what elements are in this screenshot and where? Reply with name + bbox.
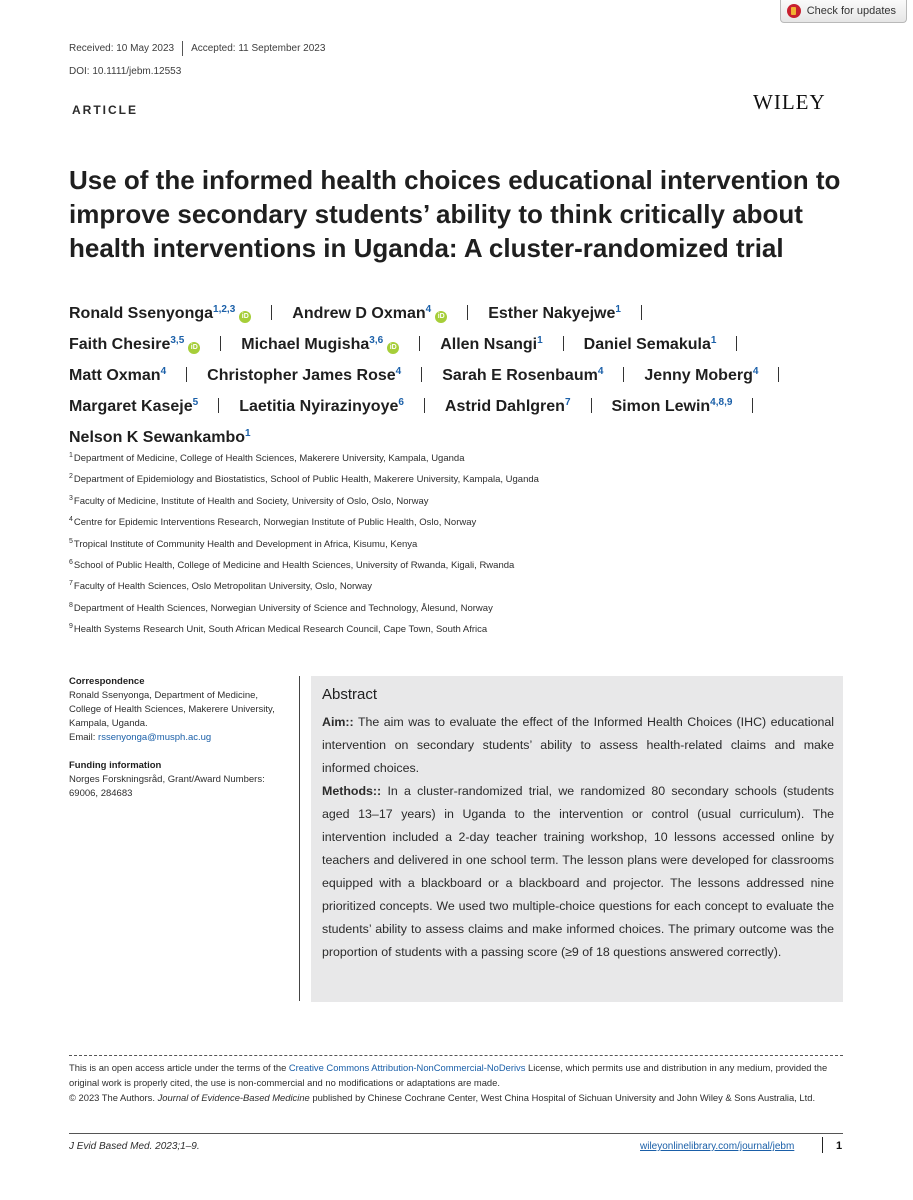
- author-separator: [563, 336, 564, 351]
- author-name-text: Esther Nakyejwe: [488, 305, 616, 322]
- affiliation-text: Health Systems Research Unit, South African Medical Research Council, Cape Town, South Africa: [73, 624, 488, 636]
- journal-url-link[interactable]: wileyonlinelibrary.com/journal/jebm: [640, 1141, 795, 1152]
- author-separator: [778, 367, 779, 382]
- author-name-text: Jenny Moberg: [644, 367, 753, 384]
- author-name[interactable]: [644, 358, 758, 389]
- affiliation-number: 7: [69, 580, 73, 588]
- abstract-methods: [322, 780, 834, 964]
- correspondence-heading: Correspondence: [69, 676, 145, 687]
- author-name-text: Laetitia Nyirazinyoye: [239, 398, 399, 415]
- author-name-text: Sarah E Rosenbaum: [442, 367, 598, 384]
- aim-text: The aim was to evaluate the effect of the Informed Health Choices (IHC) educational intervention on secondary students’ ability to assess health-related claims and make informed choices.: [322, 715, 834, 775]
- author-name-text: Simon Lewin: [611, 398, 711, 415]
- correspondence-email-line: [69, 731, 291, 745]
- affiliation-item: [69, 538, 859, 559]
- copyright-pre: © 2023 The Authors.: [69, 1092, 155, 1103]
- article-type: ARTICLE: [72, 103, 138, 117]
- affiliation-item: [69, 452, 859, 473]
- affiliation-item: [69, 580, 859, 601]
- affiliation-text: School of Public Health, College of Medicine and Health Sciences, University of Rwanda, Kigali, Rwanda: [73, 559, 515, 571]
- author-name[interactable]: [69, 389, 198, 420]
- author-name-text: Margaret Kaseje: [69, 398, 193, 415]
- correspondence-text: Ronald Ssenyonga, Department of Medicine, College of Health Sciences, Makerere University, Kampala, Uganda.: [69, 690, 275, 729]
- affiliation-number: 8: [69, 601, 73, 609]
- orcid-icon[interactable]: iD: [188, 342, 200, 354]
- methods-text: In a cluster-randomized trial, we randomized 80 secondary schools (students aged 13–17 years) in Uganda to the intervention or control (usual curriculum). The intervention included a 2-day teacher training workshop, 10 lessons accessed online by teachers and delivered in one school term. The lesson plans were developed for classrooms equipped with a blackboard or a blackboard and projector. The lessons addressed nine prioritized concepts. We used two multiple-choice questions for each concept to evaluate the students’ ability to assess claims and make informed choices. The primary outcome was the proportion of students with a passing score (≥9 of 18 questions answered correctly).: [322, 784, 834, 959]
- affiliation-item: [69, 623, 859, 644]
- affiliation-superscript[interactable]: 1: [245, 428, 251, 439]
- affiliation-superscript[interactable]: 4: [395, 366, 402, 377]
- footnote-rule: [69, 1055, 843, 1056]
- doi[interactable]: DOI: 10.1111/jebm.12553: [69, 66, 182, 77]
- dates-line: [69, 41, 325, 56]
- affiliation-superscript[interactable]: 5: [192, 397, 199, 408]
- check-for-updates-label: Check for updates: [806, 5, 896, 17]
- affiliation-text: Department of Health Sciences, Norwegian University of Science and Technology, Ålesund, Norway: [73, 602, 493, 614]
- author-name-text: Astrid Dahlgren: [444, 398, 565, 415]
- check-for-updates-button[interactable]: [780, 0, 907, 23]
- affiliation-superscript[interactable]: 1,2,3: [213, 304, 236, 315]
- license-footnote: [69, 1060, 843, 1105]
- page-number: 1: [836, 1140, 843, 1152]
- journal-name: Journal of Evidence-Based Medicine: [157, 1092, 310, 1103]
- accepted-date: Accepted: 11 September 2023: [191, 43, 326, 55]
- oa-text-post: License, which permits use and distribution in any medium, provided the original work is properly cited, the use is non-commercial and no modifications or adaptations are made.: [69, 1062, 828, 1088]
- author-name[interactable]: [69, 327, 200, 358]
- author-name[interactable]: [442, 358, 603, 389]
- affiliation-number: 1: [69, 452, 73, 459]
- abstract-aim: [322, 711, 834, 780]
- author-name[interactable]: [69, 296, 251, 327]
- author-name-text: Nelson K Sewankambo: [69, 429, 246, 446]
- email-label: Email:: [69, 732, 96, 743]
- author-name-text: Matt Oxman: [69, 367, 161, 384]
- affiliation-superscript[interactable]: 3,5: [170, 335, 185, 346]
- affiliation-item: [69, 516, 859, 537]
- abstract-body: [322, 711, 834, 964]
- affiliation-item: [69, 602, 859, 623]
- methods-label: Methods::: [322, 784, 382, 798]
- author-name[interactable]: [69, 420, 251, 451]
- author-name-text: Ronald Ssenyonga: [69, 305, 214, 322]
- publisher-logo: WILEY: [753, 90, 826, 114]
- author-name[interactable]: [445, 389, 571, 420]
- column-divider: [299, 676, 300, 1001]
- author-separator: [591, 398, 592, 413]
- author-name-text: Christopher James Rose: [207, 367, 396, 384]
- received-date: Received: 10 May 2023: [69, 43, 175, 55]
- author-separator: [467, 305, 468, 320]
- journal-reference: [69, 1141, 200, 1152]
- affiliation-text: Faculty of Health Sciences, Oslo Metropolitan University, Oslo, Norway: [73, 581, 373, 593]
- author-name[interactable]: [69, 358, 166, 389]
- abstract-box: [311, 676, 843, 1002]
- page-divider: [822, 1137, 823, 1153]
- author-name[interactable]: [239, 389, 404, 420]
- affiliation-number: 4: [69, 516, 73, 524]
- author-separator: [736, 336, 737, 351]
- divider: [182, 41, 183, 56]
- affiliation-superscript[interactable]: 4: [752, 366, 759, 377]
- oa-text-pre: This is an open access article under the terms of the: [69, 1062, 287, 1073]
- funding-heading: Funding information: [69, 760, 162, 771]
- orcid-icon[interactable]: iD: [435, 311, 447, 323]
- affiliation-superscript[interactable]: 6: [398, 397, 404, 408]
- abstract-heading: Abstract: [322, 686, 378, 703]
- affiliation-superscript[interactable]: 4: [160, 366, 167, 377]
- aim-label: Aim::: [322, 715, 354, 729]
- affiliation-text: Department of Medicine, College of Health Sciences, Makerere University, Kampala, Uganda: [73, 453, 465, 464]
- affiliation-text: Department of Epidemiology and Biostatistics, School of Public Health, Makerere University, Kampala, Uganda: [73, 474, 539, 486]
- affiliation-number: 6: [69, 558, 73, 566]
- author-name-text: Faith Chesire: [69, 336, 171, 353]
- affiliation-number: 3: [69, 494, 73, 502]
- affiliation-text: Faculty of Medicine, Institute of Health and Society, University of Oslo, Oslo, Norway: [73, 495, 429, 507]
- email-link[interactable]: rssenyonga@musph.ac.ug: [98, 732, 212, 743]
- author-name[interactable]: [584, 327, 717, 358]
- bottom-rule: [69, 1133, 843, 1134]
- affiliation-superscript[interactable]: 7: [564, 397, 571, 408]
- affiliation-superscript[interactable]: 4,8,9: [710, 397, 733, 408]
- affiliation-item: [69, 473, 859, 494]
- author-name[interactable]: [292, 296, 447, 327]
- author-list: [69, 296, 859, 451]
- author-separator: [186, 367, 187, 382]
- affiliation-superscript[interactable]: 1: [710, 335, 717, 346]
- affiliation-superscript[interactable]: 1: [615, 304, 621, 315]
- author-name[interactable]: [440, 327, 542, 358]
- author-separator: [424, 398, 425, 413]
- author-separator: [641, 305, 642, 320]
- open-access-note: [69, 1060, 843, 1090]
- author-separator: [421, 367, 422, 382]
- affiliation-text: Tropical Institute of Community Health and Development in Africa, Kisumu, Kenya: [73, 538, 418, 550]
- affiliation-superscript[interactable]: 4: [425, 304, 432, 315]
- affiliation-number: 9: [69, 623, 73, 631]
- author-separator: [419, 336, 420, 351]
- author-name[interactable]: [612, 389, 733, 420]
- affiliation-number: 2: [69, 473, 73, 481]
- affiliation-number: 5: [69, 537, 73, 545]
- author-name[interactable]: [488, 296, 621, 327]
- affiliation-text: Centre for Epidemic Interventions Research, Norwegian Institute of Public Health, Oslo, Norway: [73, 517, 477, 529]
- author-name-text: Allen Nsangi: [440, 336, 538, 353]
- author-separator: [271, 305, 272, 320]
- affiliation-list: [69, 452, 859, 645]
- affiliation-superscript[interactable]: 3,6: [369, 335, 384, 346]
- author-separator: [623, 367, 624, 382]
- author-separator: [220, 336, 221, 351]
- affiliation-superscript[interactable]: 4: [597, 366, 604, 377]
- license-link[interactable]: Creative Commons Attribution-NonCommercial-NoDerivs: [288, 1062, 526, 1073]
- author-name-text: Andrew D Oxman: [292, 305, 426, 322]
- copyright-post: published by Chinese Cochrane Center, West China Hospital of Sichuan University and John Wiley & Sons Australia, Ltd.: [312, 1092, 816, 1103]
- affiliation-superscript[interactable]: 1: [537, 335, 543, 346]
- side-info: [69, 675, 291, 801]
- author-separator: [218, 398, 219, 413]
- orcid-icon[interactable]: iD: [387, 342, 399, 354]
- affiliation-item: [69, 495, 859, 516]
- copyright-note: [69, 1090, 843, 1105]
- author-name[interactable]: [241, 327, 399, 358]
- author-separator: [752, 398, 753, 413]
- orcid-icon[interactable]: iD: [239, 311, 251, 323]
- author-name-text: Daniel Semakula: [583, 336, 711, 353]
- article-title: Use of the informed health choices educational intervention to improve secondary students’ ability to think critically about health interventions in Uganda: A cluster-randomized trial: [69, 165, 841, 263]
- author-name-text: Michael Mugisha: [241, 336, 370, 353]
- funding-text: Norges Forskningsråd, Grant/Award Numbers: 69006, 284683: [69, 774, 265, 799]
- crossmark-icon: [787, 4, 801, 18]
- affiliation-item: [69, 559, 859, 580]
- author-name[interactable]: [207, 358, 401, 389]
- journal-ref-text: J Evid Based Med. 2023;1–9.: [69, 1141, 200, 1152]
